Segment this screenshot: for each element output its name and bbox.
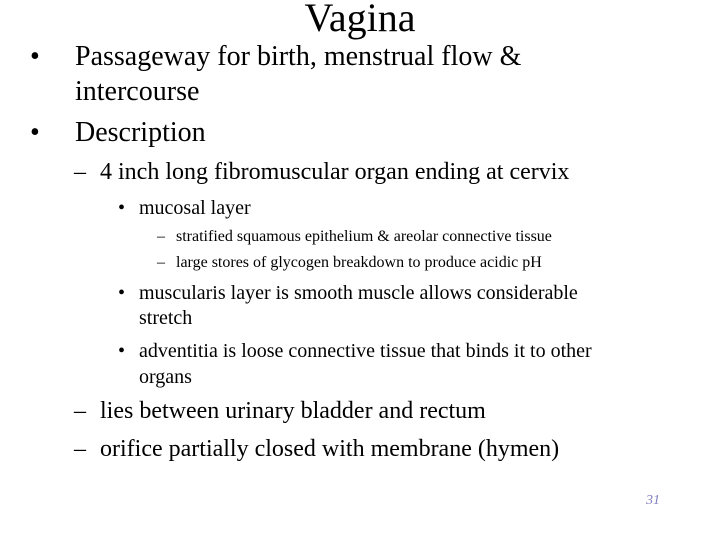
- slide-title: Vagina: [304, 0, 416, 40]
- bullet-passageway-cont: intercourse: [75, 76, 200, 107]
- sub-bullet-adventitia: adventitia is loose connective tissue that binds it to other: [139, 340, 592, 362]
- dash-marker: –: [157, 228, 165, 245]
- bullet-passageway: Passageway for birth, menstrual flow &: [75, 41, 522, 72]
- sub-bullet-location: lies between urinary bladder and rectum: [100, 398, 486, 424]
- bullet-description: Description: [75, 117, 206, 148]
- sub-bullet-organ-length: 4 inch long fibromuscular organ ending at cervix: [100, 159, 570, 185]
- dash-marker: –: [74, 398, 86, 424]
- sub-bullet-mucosal-layer: mucosal layer: [139, 197, 251, 219]
- sub-bullet-muscularis-cont: stretch: [139, 307, 193, 329]
- sub-bullet-muscularis: muscularis layer is smooth muscle allows considerable: [139, 282, 578, 304]
- bullet-marker: •: [118, 340, 126, 362]
- dash-marker: –: [157, 254, 165, 271]
- dash-marker: –: [74, 436, 86, 462]
- bullet-marker: •: [118, 282, 126, 304]
- dash-marker: –: [74, 159, 86, 185]
- slide-number: 31: [646, 493, 660, 508]
- bullet-marker: •: [30, 41, 40, 72]
- bullet-marker: •: [118, 197, 126, 219]
- sub-bullet-orifice: orifice partially closed with membrane (hymen): [100, 436, 560, 462]
- bullet-marker: •: [30, 117, 40, 148]
- sub-bullet-glycogen: large stores of glycogen breakdown to produce acidic pH: [176, 254, 542, 271]
- sub-bullet-adventitia-cont: organs: [139, 366, 192, 388]
- sub-bullet-epithelium: stratified squamous epithelium & areolar connective tissue: [176, 228, 552, 245]
